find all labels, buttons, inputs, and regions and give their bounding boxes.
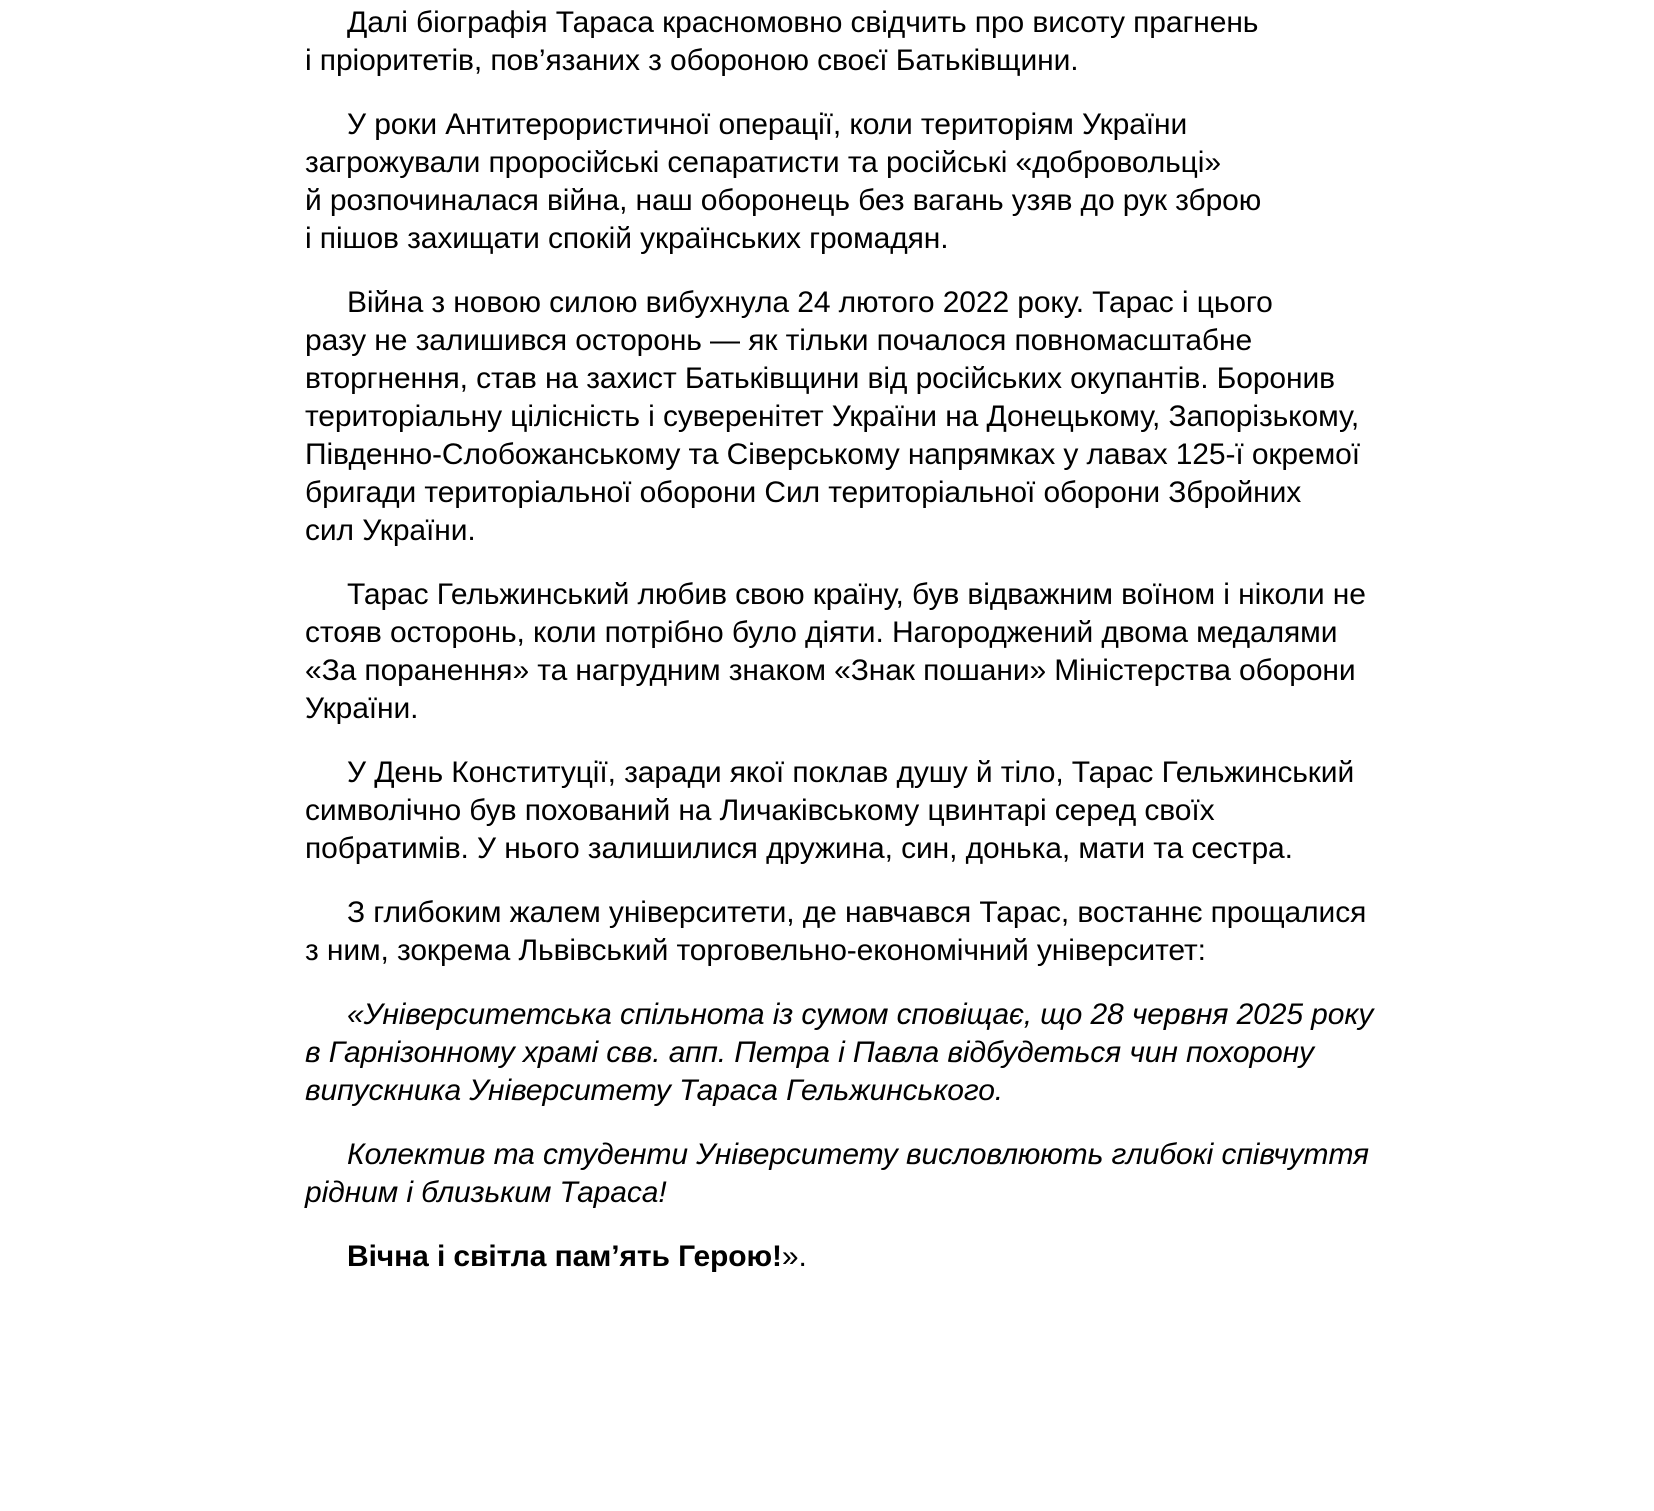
text-line: і пішов захищати спокій українських громадян. (305, 222, 949, 255)
paragraph (305, 1238, 1315, 1276)
text-line: Вічна і світла пам’ять Герою!». (347, 1240, 807, 1273)
text-line: У День Конституції, заради якої поклав душу й тіло, Тарас Гельжинський (347, 756, 1355, 789)
paragraph (305, 106, 1315, 258)
text-line: У роки Антитерористичної операції, коли територіям України (347, 108, 1188, 141)
text-line: разу не залишився осторонь — як тільки почалося повномасштабне (305, 324, 1253, 357)
paragraph (305, 754, 1355, 868)
paragraph (305, 576, 1366, 728)
document-text-body (305, 4, 1374, 1302)
text-line: Тарас Гельжинський любив свою країну, був відважним воїном і ніколи не (347, 578, 1366, 611)
text-line: загрожували проросійські сепаратисти та російські «добровольці» (305, 146, 1221, 179)
closing-quote-mark: ». (781, 1240, 807, 1273)
paragraph (305, 4, 1315, 80)
text-line: в Гарнізонному храмі свв. апп. Петра і Павла відбудеться чин похорону (305, 1036, 1314, 1069)
text-line: символічно був похований на Личаківському цвинтарі серед своїх (305, 794, 1215, 827)
paragraph (305, 996, 1374, 1110)
text-line: Війна з новою силою вибухнула 24 лютого 2022 року. Тарас і цього (347, 286, 1273, 319)
text-line: України. (305, 692, 419, 725)
text-line: Далі біографія Тараса красномовно свідчить про висоту прагнень (347, 6, 1259, 39)
paragraph (305, 1136, 1369, 1212)
text-line: «Університетська спільнота із сумом сповіщає, що 28 червня 2025 року (347, 998, 1374, 1031)
text-line: стояв осторонь, коли потрібно було діяти. Нагороджений двома медалями (305, 616, 1338, 649)
text-line: бригади територіальної оборони Сил територіальної оборони Збройних (305, 476, 1302, 509)
text-line: рідним і близьким Тараса! (305, 1176, 667, 1209)
text-line: «За поранення» та нагрудним знаком «Знак пошани» Міністерства оборони (305, 654, 1356, 687)
text-line: Колектив та студенти Університету висловлюють глибокі співчуття (347, 1138, 1369, 1171)
text-line: і пріоритетів, пов’язаних з обороною своєї Батьківщини. (305, 44, 1079, 77)
text-line: й розпочиналася війна, наш оборонець без вагань узяв до рук зброю (305, 184, 1262, 217)
text-line: Південно-Слобожанському та Сіверському напрямках у лавах 125-ї окремої (305, 438, 1360, 471)
text-line: випускника Університету Тараса Гельжинського. (305, 1074, 1004, 1107)
text-line: вторгнення, став на захист Батьківщини від російських окупантів. Боронив (305, 362, 1335, 395)
text-line: побратимів. У нього залишилися дружина, син, донька, мати та сестра. (305, 832, 1293, 865)
paragraph (305, 284, 1360, 550)
text-line: територіальну цілісність і суверенітет України на Донецькому, Запорізькому, (305, 400, 1360, 433)
text-line: З глибоким жалем університети, де навчався Тарас, востаннє прощалися (347, 896, 1367, 929)
text-line: з ним, зокрема Львівський торговельно-економічний університет: (305, 934, 1206, 967)
paragraph (305, 894, 1367, 970)
text-line: сил України. (305, 514, 476, 547)
